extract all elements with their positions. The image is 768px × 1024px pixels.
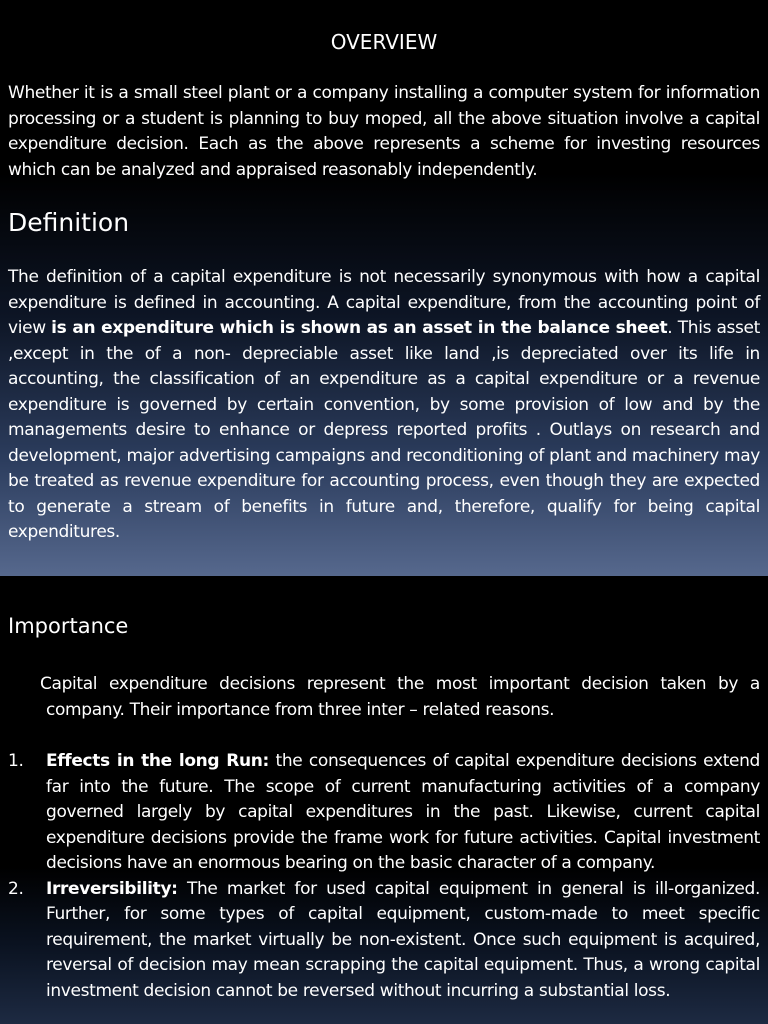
list-item-number: 2. [8,878,24,899]
slide-title: OVERVIEW [330,30,438,54]
definition-heading: Definition [8,208,130,237]
list-item-label: Irreversibility: [46,878,178,899]
definition-text-part1: The definition of a capital expenditure is not necessarily synonymous with how a capital expenditure is defined in accounting. A capital expenditure, from the accounting point of view [8,267,760,338]
list-item-text: the consequences of capital expenditure decisions extend far into the future. The scope of current manufacturing activities of a company governed largely by capital expenditures in the past. Likewise, current capital expenditure decisions provide the frame work for future activities. Capital investment decisions have an enormous bearing on the basic character of a company. [46,751,760,873]
definition-paragraph [8,265,760,546]
slide-importance [0,576,768,1024]
definition-text-bold: is an expenditure which is shown as an asset in the balance sheet [51,318,668,338]
list-item-label: Effects in the long Run: [46,751,269,771]
overview-paragraph: Whether it is a small steel plant or a company installing a computer system for information processing or a student is planning to buy moped, all the above situation involve a capital expenditure decision. Each as the above represents a scheme for investing resources which can be analyzed and appraised reasonably independently. [8,83,760,180]
list-item-number: 1. [8,751,24,771]
importance-list [8,749,760,1004]
list-item-text: The market for used capital equipment in general is ill-organized. Further, for some types of capital equipment, custom-made to meet specific requirement, the market virtually be non-existent. Once such equipment is acquired, reversal of decision may mean scrapping the capital equipment. Thus, a wrong capital investment decision cannot be reversed without incurring a substantial loss. [46,878,760,1001]
list-item [8,877,760,1005]
definition-text-part2: . This asset ,except in the of a non- depreciable asset like land ,is depreciated over its life in accounting, the classification of an expenditure as a capital expenditure or a revenue expenditure is governed by certain convention, by some provision of low and by the managements desire to enhance or depress reported profits . Outlays on research and development, major advertising campaigns and reconditioning of plant and machinery may be treated as revenue expenditure for accounting process, even though they are expected to generate a stream of benefits in future and, therefore, qualify for being capital expenditures. [8,318,760,542]
list-item [8,749,760,877]
importance-heading: Importance [8,614,129,638]
importance-intro: Capital expenditure decisions represent the most important decision taken by a company. Their importance from three inter – related reasons. [40,674,760,720]
